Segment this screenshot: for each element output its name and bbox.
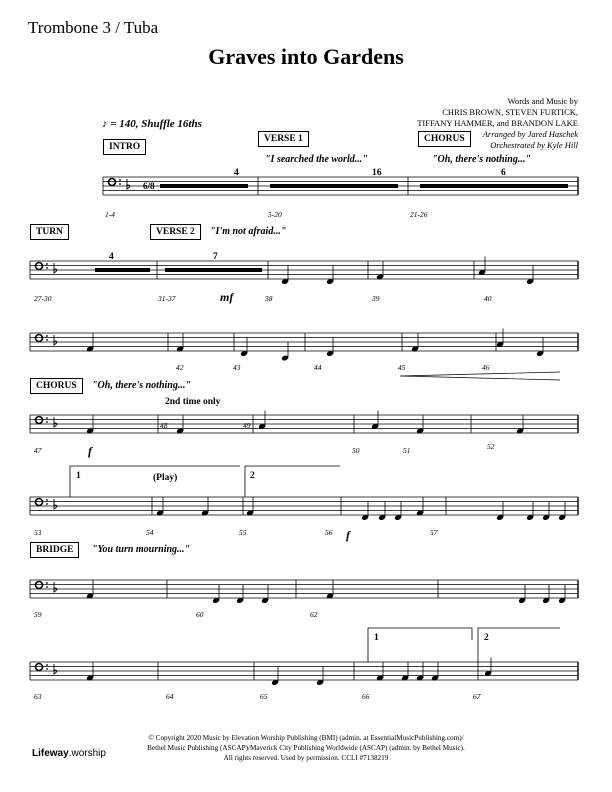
bass-clef-dot-icon: [46, 267, 48, 269]
volta-bracket: [368, 628, 472, 662]
credits-writers: CHRIS BROWN, STEVEN FURTICK,: [442, 107, 578, 117]
bass-clef-icon: [36, 582, 43, 589]
volta-bracket: [245, 466, 340, 497]
measure-number: 45: [398, 363, 406, 372]
bass-clef-dot-icon: [46, 582, 48, 584]
measure-number: 39: [372, 294, 380, 303]
copyright-line: © Copyright 2020 Music by Elevation Worship Publishing (BMI) (admin. at EssentialMusicPublishing.com)/: [148, 734, 464, 742]
flat-key-signature-icon: [54, 263, 57, 273]
measure-number: 40: [484, 294, 492, 303]
measure-number: 27-30: [34, 294, 52, 303]
volta-1: 1: [76, 471, 81, 481]
part-name: Trombone 3 / Tuba: [28, 18, 159, 37]
bass-clef-icon: [109, 179, 116, 186]
time-signature: 6/8: [143, 181, 155, 191]
measure-number: 53: [34, 528, 42, 537]
multirest-count: 4: [109, 252, 114, 262]
rehearsal-verse-1: VERSE 1: [258, 131, 309, 147]
measure-number: 67: [473, 692, 481, 701]
measure-number: 56: [325, 528, 333, 537]
bass-clef-dot-icon: [46, 664, 48, 666]
bass-clef-dot-icon: [119, 183, 121, 185]
copyright-line: All rights reserved. Used by permission. CCLI #7138219: [223, 754, 389, 762]
rehearsal-turn: TURN: [30, 224, 69, 240]
lifeway-worship-logo: Lifeway.worship: [32, 748, 106, 759]
rehearsal-intro: INTRO: [103, 139, 146, 155]
direction-2nd-time: 2nd time only: [165, 397, 221, 407]
measure-number: 21-26: [410, 210, 428, 219]
flat-key-signature-icon: [54, 417, 57, 427]
bass-clef-dot-icon: [46, 586, 48, 588]
flat-key-signature-icon: [54, 335, 57, 345]
measure-number: 63: [34, 692, 42, 701]
flat-key-signature-icon: [54, 664, 57, 674]
flat-key-signature-icon: [127, 179, 130, 189]
measure-number: 5-20: [268, 210, 282, 219]
bass-clef-dot-icon: [46, 503, 48, 505]
lyric-cue: "I searched the world...": [265, 154, 368, 165]
bass-clef-icon: [36, 335, 43, 342]
multimeasure-rest: [95, 268, 150, 272]
arranger: Arranged by Jared Haschek: [482, 129, 578, 139]
multimeasure-rest: [165, 268, 262, 272]
lyric-cue: "Oh, there's nothing...": [92, 380, 191, 391]
tempo-marking: [102, 118, 202, 130]
multirest-count: 4: [234, 168, 239, 178]
volta-2: 2: [250, 471, 255, 481]
measure-number: 31-37: [158, 294, 176, 303]
copyright-line: Bethel Music Publishing (ASCAP)/Maverick City Publishing Worldwide (ASCAP) (admin. by Bethel Music).: [147, 744, 465, 752]
logo-bold: Lifeway: [32, 748, 69, 759]
bass-clef-icon: [36, 664, 43, 671]
rehearsal-bridge: BRIDGE: [30, 542, 79, 558]
measure-number: 44: [314, 363, 322, 372]
rehearsal-chorus: CHORUS: [418, 131, 471, 147]
logo-light: worship: [71, 748, 106, 759]
measure-number: 64: [166, 692, 174, 701]
multirest-count: 7: [213, 252, 218, 262]
multirest-count: 16: [372, 168, 382, 178]
rehearsal-chorus: CHORUS: [30, 378, 83, 394]
bass-clef-icon: [36, 417, 43, 424]
measure-number: 65: [260, 692, 268, 701]
crescendo-hairpin: [400, 372, 560, 380]
measure-number: 51: [403, 446, 411, 455]
measure-number: 66: [362, 692, 370, 701]
multirest-count: 6: [501, 168, 506, 178]
volta-bracket: [478, 628, 560, 662]
measure-number: 42: [176, 363, 184, 372]
bass-clef-icon: [36, 499, 43, 506]
measure-number: 52: [487, 442, 495, 451]
tempo-text: = 140, Shuffle 16ths: [110, 118, 202, 130]
measure-number: 50: [352, 446, 360, 455]
lyric-cue: "I'm not afraid...": [210, 226, 287, 237]
direction-play: (Play): [153, 473, 178, 483]
measure-number: 59: [34, 610, 42, 619]
multimeasure-rest: [420, 184, 568, 188]
rehearsal-verse-2: VERSE 2: [150, 224, 201, 240]
measure-number: 49: [243, 421, 251, 430]
dynamic-f: f: [88, 444, 92, 458]
bass-clef-dot-icon: [46, 499, 48, 501]
bass-clef-dot-icon: [46, 263, 48, 265]
bass-clef-dot-icon: [46, 417, 48, 419]
song-title: Graves into Gardens: [208, 44, 404, 69]
bass-clef-dot-icon: [46, 335, 48, 337]
dynamic-f: f: [346, 528, 350, 542]
flat-key-signature-icon: [54, 582, 57, 592]
orchestrator: Orchestrated by Kyle Hill: [490, 140, 578, 150]
measure-number: 54: [146, 528, 154, 537]
measure-number: 48: [160, 421, 168, 430]
volta-2: 2: [484, 633, 489, 643]
eighth-note-icon: ♪: [102, 118, 108, 130]
lyric-cue: "Oh, there's nothing...": [432, 154, 531, 165]
lyric-cue: "You turn mourning...": [92, 544, 191, 555]
bass-clef-icon: [36, 263, 43, 270]
multimeasure-rest: [160, 184, 248, 188]
measure-number: 55: [239, 528, 247, 537]
measure-number: 57: [430, 528, 438, 537]
credits-line: Words and Music by: [507, 96, 578, 106]
bass-clef-dot-icon: [46, 421, 48, 423]
volta-1: 1: [374, 633, 379, 643]
bass-clef-dot-icon: [46, 668, 48, 670]
flat-key-signature-icon: [54, 499, 57, 509]
measure-number: 47: [34, 446, 42, 455]
bass-clef-dot-icon: [119, 179, 121, 181]
measure-number: 46: [482, 363, 490, 372]
measure-number: 38: [265, 294, 273, 303]
measure-number: 1-4: [105, 210, 115, 219]
credits-writers: TIFFANY HAMMER, and BRANDON LAKE: [417, 118, 578, 128]
dynamic-mf: mf: [220, 290, 234, 304]
multimeasure-rest: [270, 184, 398, 188]
bass-clef-dot-icon: [46, 339, 48, 341]
measure-number: 60: [196, 610, 204, 619]
measure-number: 43: [233, 363, 241, 372]
measure-number: 62: [310, 610, 318, 619]
